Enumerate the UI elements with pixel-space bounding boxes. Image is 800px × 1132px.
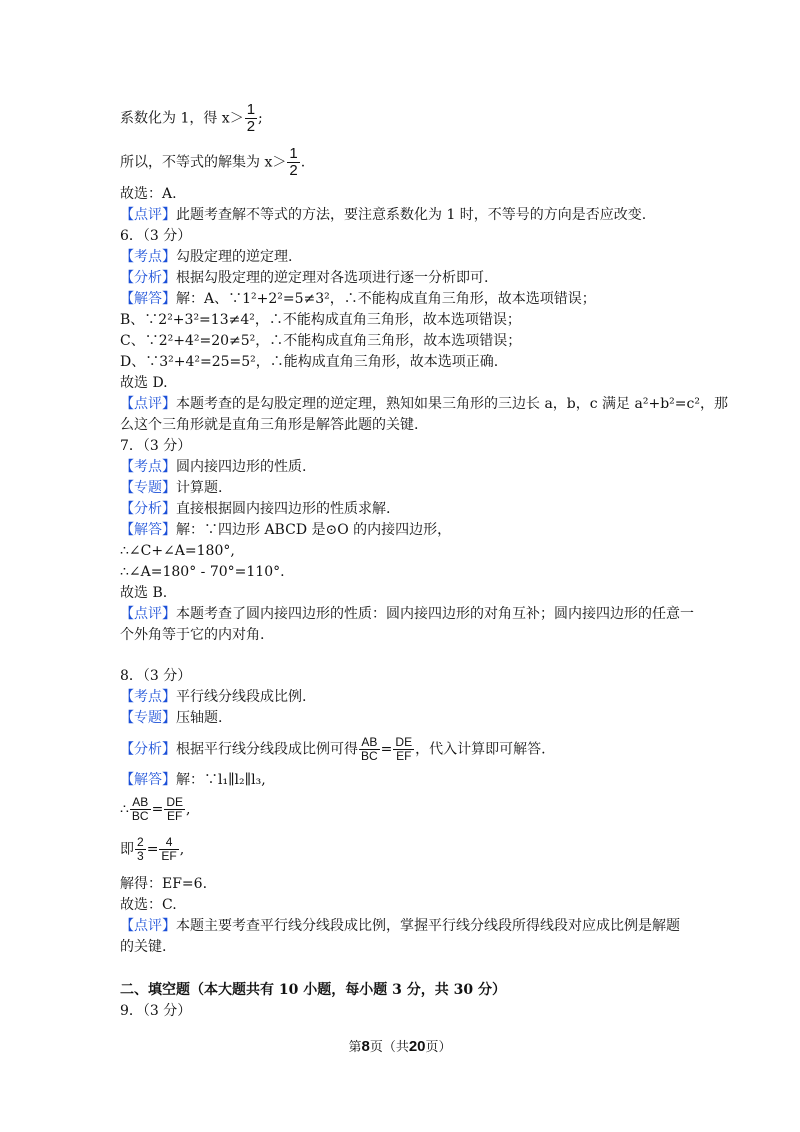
answer-line: 故选：A. [120,186,177,202]
section-tag: 【解答】 [120,291,176,307]
question-number: 6．（3 分） [120,228,192,244]
section-tag: 【点评】 [120,606,176,622]
fraction: $\frac{2}{3}$ [137,835,144,863]
solution-line: C、∵2²+4²=20≠5²，∴不能构成直角三角形，故本选项错误； [120,333,522,349]
answer-line: 【解答】解：A、∵1²+2²=5≠3²，∴不能构成直角三角形，故本选项错误； [120,291,596,307]
analysis-line: 【分析】直接根据圆内接四边形的性质求解. [120,501,391,517]
solution-line: D、∵3²+4²=25=5²，∴能构成直角三角形，故本选项正确. [120,354,499,370]
answer-line: 故选：C. [120,897,177,913]
section-tag: 【考点】 [120,459,176,475]
current-page-number: 8 [361,1038,370,1055]
fraction: $\frac{DE}{EF}$ [166,795,183,823]
fraction: $\frac{DE}{EF}$ [395,735,413,763]
section-tag: 【点评】 [120,918,176,934]
topic-line: 【专题】压轴题. [120,710,223,726]
answer-line: 故选 D. [120,375,168,391]
fraction: $\frac{4}{EF}$ [161,835,177,863]
answer-line: 故选 B. [120,585,168,601]
page-footer: 第8页（共20页） [348,1038,452,1055]
comment-line: 个外角等于它的内对角. [120,627,265,643]
total-page-count: 20 [408,1038,426,1055]
knowledge-point-line: 【考点】勾股定理的逆定理. [120,249,293,265]
fraction: $\frac{1}{2}$ [246,101,256,135]
solution-line: B、∵2²+3²=13≠4²，∴不能构成直角三角形，故本选项错误； [120,312,521,328]
section-tag: 【点评】 [120,396,176,412]
section-tag: 【专题】 [120,480,176,496]
section-tag: 【考点】 [120,249,176,265]
section-tag: 【分析】 [120,741,176,758]
section-tag: 【分析】 [120,501,176,517]
analysis-line: 【分析】根据平行线分线段成比例可得 $\frac{AB}{BC}$ = $\frac{DE}{EF}$ ，代入计算即可解答. [120,735,546,763]
comment-line: 【点评】此题考查解不等式的方法，要注意系数化为 1 时，不等号的方向是否应改变. [120,207,647,223]
question-number: 7．（3 分） [120,438,192,454]
solution-line: 解得：EF=6. [120,876,208,892]
fraction: $\frac{AB}{BC}$ [131,795,149,823]
fraction: $\frac{1}{2}$ [289,145,298,179]
comment-line: 么这个三角形就是直角三角形是解答此题的关键. [120,417,419,433]
comment-line: 的关键. [120,939,167,955]
knowledge-point-line: 【考点】平行线分线段成比例. [120,689,307,705]
analysis-line: 【分析】根据勾股定理的逆定理对各选项进行逐一分析即可. [120,270,489,286]
solution-line: ∴ $\frac{AB}{BC}$ = $\frac{DE}{EF}$ , [120,795,191,823]
solution-line: 即 $\frac{2}{3}$ = $\frac{4}{EF}$ , [120,835,185,863]
section-tag: 【解答】 [120,522,176,538]
section-tag: 【专题】 [120,710,176,726]
solution-line: 系数化为 1，得 x＞ $\frac{1}{2}$ ; [120,101,263,135]
solution-line: ∴∠C+∠A=180°, [120,543,235,559]
solution-line: ∴∠A=180° - 70°=110°. [120,564,285,580]
fraction: $\frac{AB}{BC}$ [361,735,378,763]
comment-line: 【点评】本题考查的是勾股定理的逆定理，熟知如果三角形的三边长 a，b，c 满足 a²+b²=c²，那 [120,396,728,412]
comment-line: 【点评】本题考查了圆内接四边形的性质：圆内接四边形的对角互补；圆内接四边形的任意一 [120,606,694,622]
section-tag: 【解答】 [120,772,176,788]
topic-line: 【专题】计算题. [120,480,223,496]
answer-line: 【解答】解：∵l₁∥l₂∥l₃, [120,772,266,788]
question-number: 8．（3 分） [120,668,192,684]
section-heading: 二、填空题（本大题共有 10 小题，每小题 3 分，共 30 分） [120,982,506,998]
comment-line: 【点评】本题主要考查平行线分线段成比例，掌握平行线分线段所得线段对应成比例是解题 [120,918,680,934]
section-tag: 【考点】 [120,689,176,705]
solution-line: 所以，不等式的解集为 x＞ $\frac{1}{2}$ . [120,145,306,179]
knowledge-point-line: 【考点】圆内接四边形的性质. [120,459,307,475]
section-tag: 【分析】 [120,270,176,286]
question-number: 9．（3 分） [120,1003,192,1019]
answer-line: 【解答】解：∵四边形 ABCD 是⊙O 的内接四边形， [120,522,452,538]
section-tag: 【点评】 [120,207,176,223]
